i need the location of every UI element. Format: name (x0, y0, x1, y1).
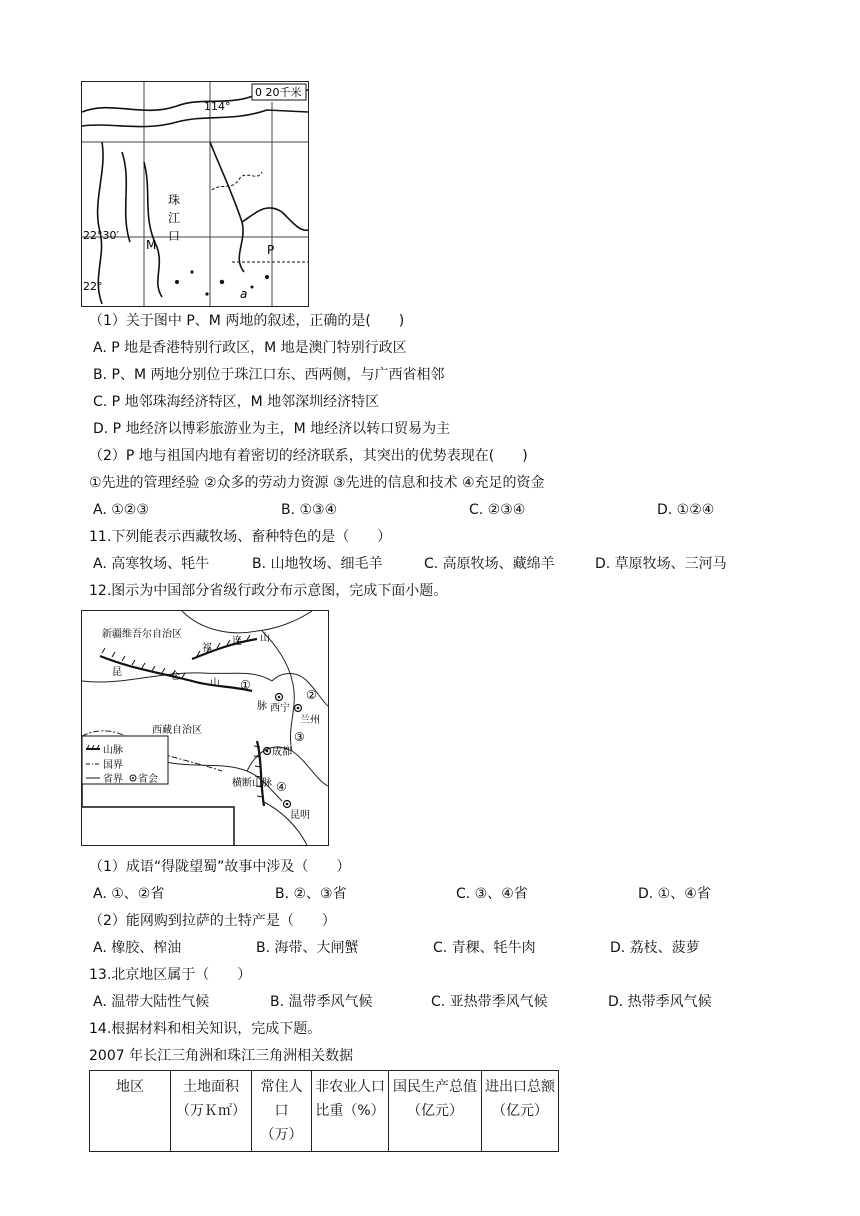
header-gnp-line1: 国民生产总值 (393, 1079, 477, 1095)
label-m: M (146, 238, 157, 252)
map-legend (82, 736, 168, 785)
q13-option-d[interactable]: D. 热带季风气候 (608, 994, 712, 1010)
label-qilian-1: 祁 (202, 643, 212, 654)
marker-2: ② (306, 688, 317, 702)
label-p: P (267, 243, 275, 257)
q13-stem: 13.北京地区属于（ ） (89, 967, 252, 983)
header-gnp-line2: （亿元） (407, 1103, 463, 1119)
marker-3: ③ (294, 730, 305, 744)
label-kunming: 昆明 (290, 810, 310, 821)
pearl-river-map (81, 81, 309, 307)
q10-1-option-a[interactable]: A. P 地是香港特别行政区，M 地是澳门特别行政区 (93, 340, 407, 356)
q10-2-option-c[interactable]: C. ②③④ (469, 502, 526, 518)
legend-border: 国界 (103, 760, 123, 771)
header-gnp (389, 1071, 482, 1152)
header-trade-line2: （亿元） (492, 1103, 548, 1119)
q13-option-c[interactable]: C. 亚热带季风气候 (431, 994, 548, 1010)
q12-stem: 12.图示为中国部分省级行政分布示意图，完成下面小题。 (89, 583, 448, 599)
header-population-line1: 常住人口 (260, 1079, 303, 1119)
label-lanzhou: 兰州 (300, 715, 320, 726)
map1-lat-a: 22°30′ (83, 229, 119, 242)
q12-1-option-b[interactable]: B. ②、③省 (275, 886, 347, 902)
q13-option-a[interactable]: A. 温带大陆性气候 (93, 994, 210, 1010)
estuary-char-3: 口 (168, 229, 181, 243)
label-xining: 西宁 (270, 703, 290, 714)
q11-stem: 11.下列能表示西藏牧场、畜种特色的是（ ） (89, 529, 392, 545)
q10-1-stem: （1）关于图中 P、M 两地的叙述，正确的是( ) (89, 313, 405, 329)
q10-2-option-b[interactable]: B. ①③④ (281, 502, 338, 518)
q12-2-option-c[interactable]: C. 青稞、牦牛肉 (433, 940, 536, 956)
q10-1-option-d[interactable]: D. P 地经济以博彩旅游业为主，M 地经济以转口贸易为主 (93, 421, 451, 437)
pearl-river-map-svg (82, 82, 308, 306)
header-trade (482, 1071, 559, 1152)
q11-option-a[interactable]: A. 高寒牧场、牦牛 (93, 556, 210, 572)
header-area-line2: （万Ｋ㎡） (176, 1103, 246, 1119)
label-mai: 脉 (257, 701, 267, 712)
province-map-svg (82, 611, 328, 845)
header-nonagri-line2: 比重（%） (315, 1103, 385, 1119)
label-shan: 山 (210, 678, 220, 689)
legend-mountain: 山脉 (103, 745, 123, 756)
marker-4: ④ (276, 780, 287, 794)
q12-2-stem: （2）能网购到拉萨的土特产是（ ） (89, 913, 336, 929)
q14-table-title: 2007 年长江三角洲和珠江三角洲相关数据 (89, 1048, 354, 1064)
map1-longitude: 114° (204, 100, 231, 113)
label-kunlun-2: 仑 (170, 671, 180, 682)
label-qilian-2: 连 (232, 636, 242, 647)
estuary-char-1: 珠 (168, 193, 181, 207)
q10-1-option-b[interactable]: B. P、M 两地分别位于珠江口东、西两侧，与广西省相邻 (93, 367, 445, 383)
q12-1-option-d[interactable]: D. ①、④省 (638, 886, 711, 902)
map1-lat-b: 22° (83, 280, 103, 293)
table-header-row (90, 1071, 559, 1152)
label-xizang: 西藏自治区 (152, 725, 202, 736)
q13-option-b[interactable]: B. 温带季风气候 (270, 994, 373, 1010)
q12-2-option-d[interactable]: D. 荔枝、菠萝 (610, 940, 700, 956)
label-a: a (240, 287, 248, 301)
q10-2-option-d[interactable]: D. ①②④ (657, 502, 715, 518)
q10-2-items: ①先进的管理经验 ②众多的劳动力资源 ③先进的信息和技术 ④充足的资金 (89, 475, 545, 491)
q11-option-b[interactable]: B. 山地牧场、细毛羊 (252, 556, 383, 572)
header-region (90, 1071, 171, 1152)
marker-1: ① (240, 678, 251, 692)
label-xinjiang: 新疆维吾尔自治区 (102, 629, 182, 640)
q12-2-option-a[interactable]: A. 橡胶、榨油 (93, 940, 182, 956)
header-population (252, 1071, 312, 1152)
legend-capital: 省会 (138, 774, 158, 785)
label-hengduan: 横断山脉 (232, 778, 272, 789)
q11-option-d[interactable]: D. 草原牧场、三河马 (595, 556, 727, 572)
q10-1-option-c[interactable]: C. P 地邻珠海经济特区，M 地邻深圳经济特区 (93, 394, 380, 410)
legend-province: 省界 (103, 774, 123, 785)
q10-2-option-a[interactable]: A. ①②③ (93, 502, 149, 518)
data-table (89, 1070, 559, 1152)
q12-2-option-b[interactable]: B. 海带、大闸蟹 (256, 940, 359, 956)
q12-1-option-a[interactable]: A. ①、②省 (93, 886, 165, 902)
header-region-line1: 地区 (116, 1079, 144, 1095)
header-population-line2: （万） (260, 1127, 303, 1143)
header-trade-line1: 进出口总额 (485, 1079, 555, 1095)
header-nonagri (312, 1071, 389, 1152)
header-area (171, 1071, 252, 1152)
q10-2-stem: （2）P 地与祖国内地有着密切的经济联系，其突出的优势表现在( ) (89, 448, 528, 464)
estuary-char-2: 江 (168, 211, 181, 225)
q14-stem: 14.根据材料和相关知识，完成下题。 (89, 1021, 322, 1037)
label-chengdu: 成都 (272, 747, 292, 758)
province-map (81, 610, 329, 846)
q12-1-stem: （1）成语“得陇望蜀”故事中涉及（ ） (89, 859, 351, 875)
header-nonagri-line1: 非农业人口 (315, 1079, 385, 1095)
label-qilian-3: 山 (260, 633, 270, 644)
q11-option-c[interactable]: C. 高原牧场、藏绵羊 (424, 556, 555, 572)
header-area-line1: 土地面积 (183, 1079, 239, 1095)
map1-scale: 0 20千米 (255, 86, 302, 99)
label-kunlun-1: 昆 (112, 667, 122, 678)
q12-1-option-c[interactable]: C. ③、④省 (456, 886, 528, 902)
